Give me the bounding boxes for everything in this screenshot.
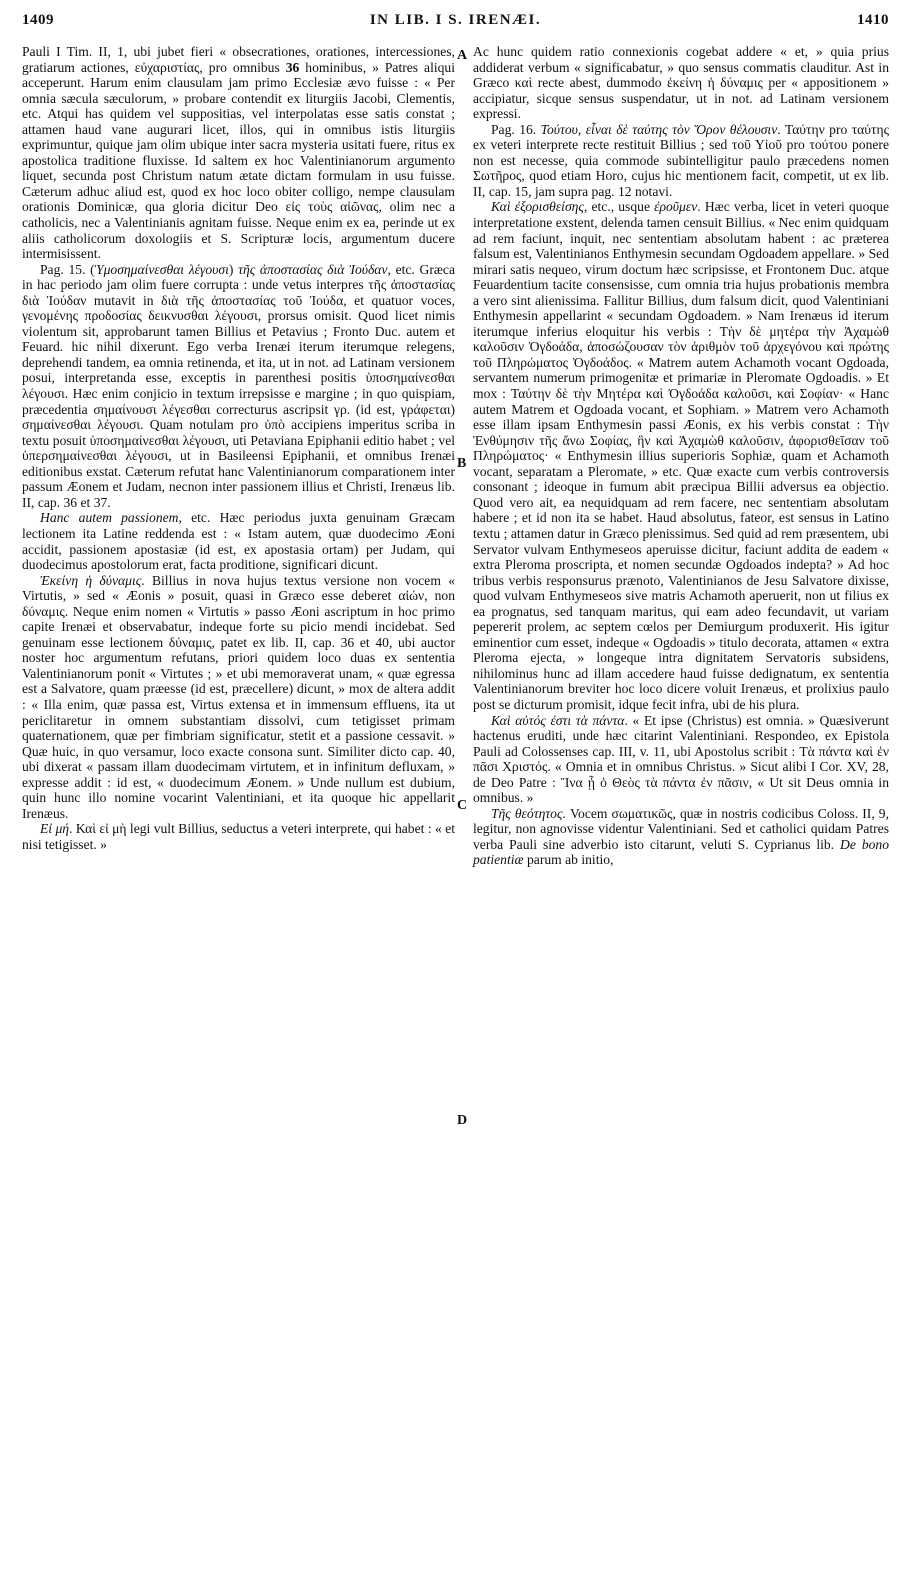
paragraph-text: Pag. 16. [491, 121, 541, 137]
lemma-text: Hanc autem passionem [40, 510, 179, 526]
paragraph [473, 806, 889, 868]
paragraph-text: . Καὶ εἰ μὴ legi vult Billius, seductus a veteri interprete, qui habet : « et nisi tetigisset. » [22, 821, 456, 852]
paragraph-text: , etc. Græca in hac periodo jam olim fuere corrupta : unde vetus interpres τῆς ἀποστασίας διὰ Ἰούδαν mutavit in διὰ τῆς ἀποστασίας τοῦ Ἰούδα, et quatuor voces, γενομένης προδοσίας δεικνυσθαι λέγουσι, prorsus omisit. Quod licet nimis violentum sit, approbarunt tamen Billius et Petavius ; Fronto Duc. autem et Feuard. hic nihil dixerunt. Ego verba Irenæi iterum iterumque relegens, deprehendi tandem, ea omnia retinenda, et ita, ut in not. ad Latinam versionem posui, interpretanda esse, exceptis in parenthesi positis ὑποσημαίνεσθαι λέγουσι. Hæc enim conjicio in textum irrepsisse e margine ; in quo quispiam, præcedentia σημαίνουσι λέγεσθαι correcturus ascripsit γρ. (id est, γράφεται) σημαίνεσθαι λέγουσι. Quam notulam pro ὑπὸ accipiens imperitus scriba in textu posuit ὑποσημαίνεσθαι λέγουσι, uti Petaviana Epiphanii editio habet ; vel ὑπερσημαίνεσθαι λέγουσι, ut in Basileensi Epiphanii, et omnibus Irenæi editionibus exstat. Cæterum refutat hanc Valentinianorum comparationem inter passum Æonem et Judam, necnon inter passionem illius et Christi, Irenæus lib. II, cap. 36 et 37. [22, 261, 455, 510]
paragraph [22, 262, 455, 511]
left-column [22, 44, 455, 852]
lemma-text: Καὶ ἐξορισθείσης [491, 199, 584, 215]
paragraph-text: . « Et ipse (Christus) est omnia. » Quæsiverunt hactenus eruditi, unde hæc citarint Valentiniani. Respondeo, ex Epistola Pauli ad Colossenses cap. III, v. 11, ubi Apostolus scribit : Τὰ πάντα καὶ ἐν πᾶσι Χριστός. « Omnia et in omnibus Christus. » Sicut alibi I Cor. XV, 28, de Deo Patre : Ἵνα ᾖ ὁ Θεὸς τὰ πάντα ἐν πᾶσιν, « Ut sit Deus omnia in omnibus. » [473, 712, 889, 806]
paragraph [473, 713, 889, 806]
paragraph-text: ) [228, 261, 239, 277]
paragraph-text: hominibus, » Patres aliqui acceperunt. Harum enim clausulam jam primo Ecclesiæ ævo fuisse : « Per omnia sæcula sæculorum, » probare contendit ex liturgiis Jacobi, Clementis, etc. Atqui has quidem vel suppositias, vel interpolatas esse satis constat ; attamen haud vane augurari licet, illos, qui in omnibus istis liturgiis exprimuntur, quique jam olim ubique inter sacra mysteria usitati fuere, ritus ex apostolica traditione fluxisse. Id saltem ex hoc Valentinianorum argumento liquet, secunda post Christum natum ætate dictam formulam in usu fuisse. Cæterum adhuc aliud est, quod ex hoc loco obiter colligo, nempe clausulam orationis Dominicæ, qua gloria dicitur Deo εἰς τοὺς αἰῶνας, olim nec a catholicis, nec a Valentinianis agnitam fuisse. Neque enim ex ea, perinde ut ex aliis catholicorum doxologiis et S. Scripturæ locis, argumentum ducere intermisissent. [22, 59, 456, 262]
lemma-text: Τούτου, εἶναι δὲ ταύτης τὸν Ὅρον θέλουσιν [540, 121, 778, 137]
paragraph-text: Pag. 15. ( [40, 261, 95, 277]
running-title: IN LIB. I S. IRENÆI. [369, 12, 542, 28]
lemma-text: Εἰ μή [40, 821, 70, 837]
page-number-right: 1410 [857, 12, 889, 28]
paragraph-text: . Ταύτην pro ταύτης ex veteri interprete recte restituit Billius ; sed τοῦ Υἱοῦ pro τούτου ponere non est necesse, quia commode subintelligitur paulo præcedens nomen Σωτῆρος, quod etiam Horo, cujus hic mentionem facit, competit, ut ex lib. II, cap. 15, jam supra pag. 12 notavi. [473, 121, 889, 199]
paragraph [473, 44, 889, 122]
marginal-number: 36 [285, 59, 300, 75]
lemma-text: Καὶ αὐτός ἐστι τὰ πάντα [491, 712, 625, 728]
paragraph-text: , etc. Hæc periodus juxta genuinam Græcam lectionem ita Latine reddenda est : « Istam autem, quæ duodecimo Æoni accidit, passionem apostasiæ (id est, ex apostasia ortam) per Judam, qui duodecimus apostolorum erat, facta proditione, significari dicunt. [22, 510, 455, 573]
paragraph [473, 199, 889, 712]
paragraph-text: . Vocem σωματικῶς, quæ in nostris codicibus Coloss. II, 9, legitur, non agnovisse videntur Valentiniani. Sed et catholici quidam Patres verba Pauli sine adverbio isto citarunt, veluti S. Cyprianus lib. [473, 805, 889, 852]
lemma-text: τῆς ἀποστασίας διὰ Ἰούδαν [238, 261, 388, 277]
paragraph-text: Pauli I Tim. II, 1, ubi jubet fieri « obsecrationes, orationes, intercessiones, gratiarum actiones, εὐχαριστίας, pro omnibus [22, 44, 455, 75]
lemma-text: ἐροῦμεν [654, 199, 698, 215]
paragraph-text: parum ab initio, [523, 852, 614, 868]
paragraph [22, 573, 455, 822]
page-number-left: 1409 [22, 12, 54, 28]
paragraph-text: Ac hunc quidem ratio connexionis cogebat addere « et, » quia prius addiderat verbum « significabatur, » quo sensus commatis clauditur. Ast in Græco καὶ recte abest, dummodo ἐκείνη ἡ δύναμις per « appositionem » accipiatur, sicque sensus suspendatur, ut in not. ad Latinam versionem expressi. [473, 44, 889, 122]
margin-marker-a: A [457, 48, 468, 63]
running-header [22, 8, 889, 36]
paragraph [22, 510, 455, 572]
lemma-text: De bono patientiæ [473, 836, 890, 868]
paragraph-text: . Billius in nova hujus textus versione non vocem « Virtutis, » sed « Æonis » posuit, quasi in Græco esse deberet αἰών, non δύναμις. Neque enim nomen « Virtutis » passo Æoni ascriptum in hoc primo capite Irenæi et observabatur, indeque forte su picio mendi incidebat. Sed genuinam esse lectionem δύναμις, patet ex lib. II, cap. 36 et 40, ubi auctor noster hoc argumentum refutans, priori quidem loco duas ex sententia Valentinianorum ponit « Virtutes ; » et ubi memoraverat unam, « quæ egressa est a Salvatore, quam præesse (id est, præcellere) dicunt, » mox de altera addit : « Illa enim, quæ passa est, Virtus extensa et in immensum effluens, ita ut periclitaretur in omnem substantiam dissolvi, cum tetigisset primam quaternationem, quæ per fimbriam significatur, stetit et a passione cessavit. » Quæ huic, in quo versamur, loco exacte consona sunt. Similiter dicto cap. 40, ubi dixerat « passam illam duodecimam virtutem, et in infinitum defluxam, » expresse addit : id est, « duodecimum Æonem. » Unde nullum est dubium, quin hunc illo nomine vocarint Valentiniani, et ita quoque hic appellarit Irenæus. [22, 572, 455, 821]
lemma-text: Τῆς θεότητος [491, 805, 563, 821]
paragraph [22, 44, 455, 262]
paragraph [473, 122, 889, 200]
margin-marker-c: C [457, 798, 468, 813]
paragraph [22, 821, 455, 852]
lemma-text: Ἐκείνη ἡ δύναμις [40, 572, 142, 588]
margin-marker-b: B [457, 456, 467, 471]
lemma-text: Ὑμοσημαίνεσθαι λέγουσι [94, 261, 229, 277]
right-column [473, 44, 889, 868]
margin-marker-d: D [457, 1113, 468, 1128]
paragraph-text: , etc., usque [583, 199, 655, 215]
paragraph-text: . Hæc verba, licet in veteri quoque interpretatione exstent, delenda tamen censuit Billius. « Nec enim quidquam ad rem faciunt, inquit, nec sententiam absolutam habent : ac præterea falsum est, Valentinianos Enthymesin secundam Ogdoadem appellare. » Sed mirari satis nequeo, virum doctum hæc scripsisse, et Frontonem Duc. atque Feuardentium tacite consensisse, cum omnia tria hujus probationis membra a vero sint alienissima. Fallitur Billius, dum falsum dicit, quod Valentiniani Enthymesin appellarint « secundam Ogdoadem. » Nam Irenæus id iterum iterumque inferius eloquitur his verbis : Τὴν δὲ μητέρα τὴν Ἀχαμὼθ καλοῦσιν Ὀγδοάδα, ἀποσώζουσαν τὸν ἀριθμὸν τοῦ ἀρχεγόνου καὶ πρώτης τοῦ Πληρώματος Ὀγδοάδος. « Matrem autem Achamoth vocant Ogdoada, servantem numerum primogenitæ et primariæ in Pleromate Ogdoadis. » Et mox : Ταύτην δὲ τὴν Μητέρα καὶ Ὀγδοάδα καλοῦσι, καὶ Σοφίαν· « Hanc autem Matrem et Ogdoada vocant, et Sophiam. » Matrem vero Achamoth esse illam ipsam Enthymesin passi Æonis, ex his verbis constat : Τὴν Ἐνθύμησιν τῆς ἄνω Σοφίας, ἣν καὶ Ἀχαμὼθ καλοῦσιν, ἀφορισθεῖσαν τοῦ Πληρώματος· « Enthymesin illius superioris Sophiæ, quam et Achamoth vocant, separatam a Pleromate, » etc. Quæ exacte cum verbis controversis consonant ; ideoque in fumum abit præcipua Billii adversus ea objectio. Quod vero ait, ea nequidquam ad rem facere, nec sententiam absolutam habere ; et id non ita se habet. Haud absolutus, fateor, est sensus in Latino textu ; attamen datur in Græco plenissimus. Sed quid ad rem præsentem, ubi Servator vulvam Enthymeseos aperuisse dicitur, faciunt addita de eadem « extra Pleroma proscripta, et nomen secundæ Ogdoados indepta? » Ad hoc tribus verbis responsurus prænoto, Valentinianos de Jesu Salvatore dixisse, quod vulvam Enthymeseos sive matris Achamoth aperuerit, non ut filius ex ea prognatus, sed tanquam maritus, qui eam adeo fecundavit, ut variam pepererit prolem, ac septem cœlos per Demiurgum produxerit. His igitur eminentior cum esset, indeque « Ogdoadis » titulo decorata, attamen « extra Pleroma ejecta, » longeque intra dignitatem Servatoris subsidens, nihilominus hunc ad illam accedere haud fuisse dedignatum, ex sententia Valentinianorum breviter hoc loco dicere voluit Irenæus, et prolixius paulo post se dicturum promisit, idque fecit infra, ubi de his plura. [473, 199, 889, 712]
